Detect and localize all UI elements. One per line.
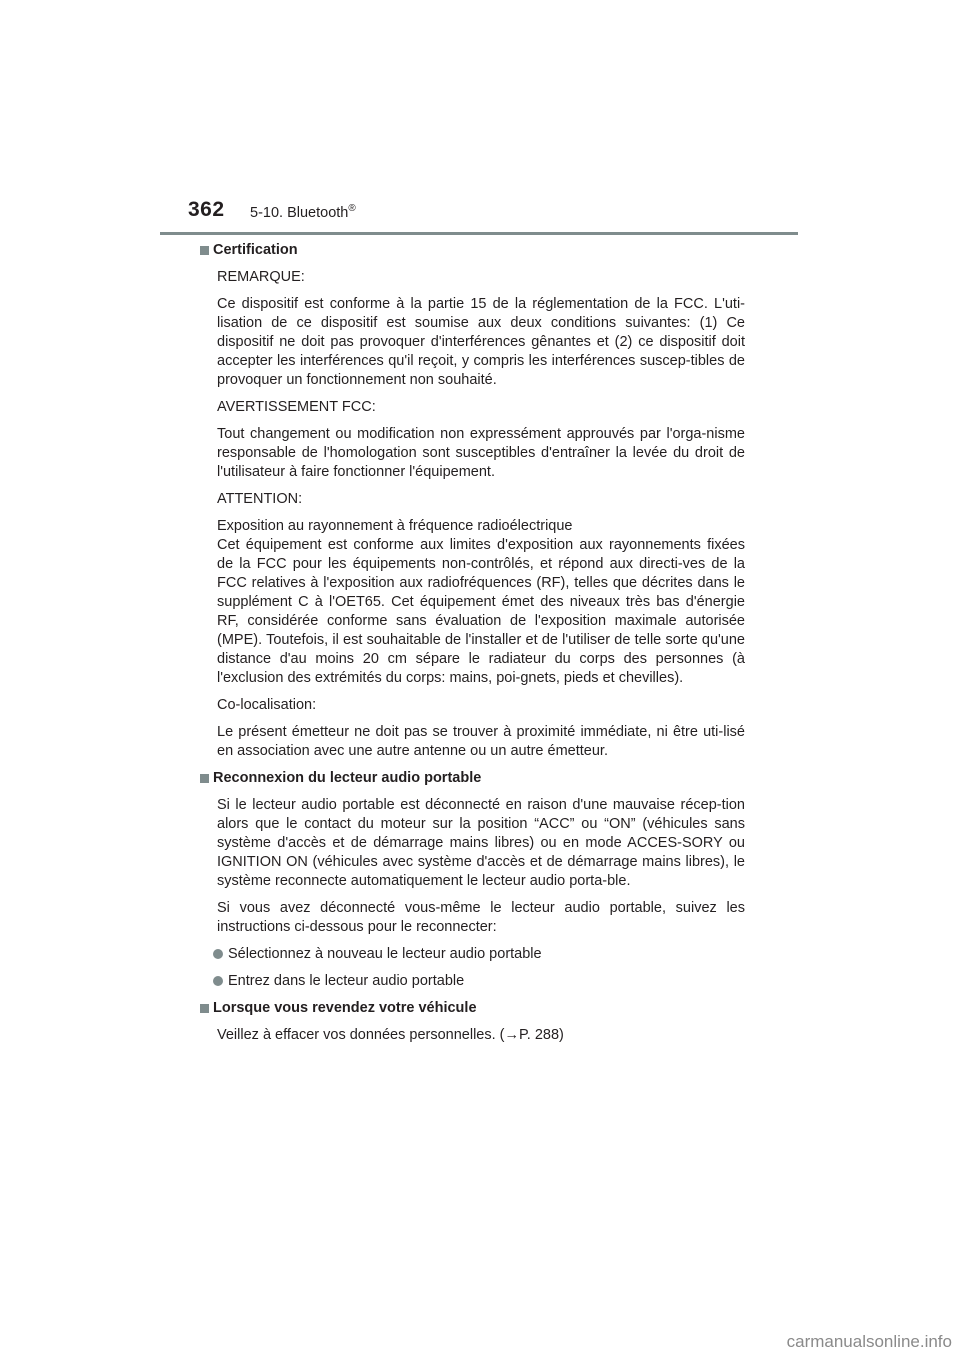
- square-bullet-icon: [200, 246, 209, 255]
- page-number: 362: [188, 198, 225, 221]
- reconnexion-text-2: Si vous avez déconnecté vous-même le lecteur audio portable, suivez les instructions ci-dessous pour le reconnecter:: [217, 900, 745, 935]
- section-heading-certification: Certification: [201, 241, 745, 260]
- exposition-text: Cet équipement est conforme aux limites d'exposition aux rayonnements fixées de la FCC pour les équipements non-contrôlés, et répond aux directi-ves de la FCC relatives à l'exposition aux radiofréquences (RF), telles que décrites dans le supplément C à l'OET65. Cet équipement émet des niveaux très bas d'énergie RF, considérée conforme sans évaluation de l'exposition maximale autorisée (MPE). Toutefois, il est souhaitable de l'installer et de l'utiliser de telle sorte qu'une distance d'au moins 20 cm sépare le radiateur du corps des personnes (à l'exclusion des extrémités du corps: mains, poi-gnets, pieds et chevilles).: [217, 537, 745, 686]
- section-heading-revente: Lorsque vous revendez votre véhicule: [201, 999, 745, 1018]
- page-content: [213, 241, 745, 1053]
- header-rule: [160, 232, 798, 235]
- page-footer: [0, 1330, 960, 1358]
- remarque-text: Ce dispositif est conforme à la partie 15 de la réglementation de la FCC. L'uti-lisation de ce dispositif est soumise aux deux conditions suivantes: (1) Ce dispositif ne doit pas provoquer d'interférences gênantes et (2) ce dispositif doit accepter les interférences qu'il reçoit, y compris les interférences suscep-tibles de provoquer un fonctionnement non souhaité.: [217, 296, 745, 388]
- circle-bullet-icon: [213, 976, 223, 986]
- watermark: carmanualsonline.info: [786, 1332, 952, 1351]
- chapter-label: 5-10. Bluetooth: [250, 205, 349, 221]
- chapter-title: [250, 203, 356, 221]
- square-bullet-icon: [200, 1004, 209, 1013]
- circle-bullet-icon: [213, 949, 223, 959]
- section-heading-reconnexion: Reconnexion du lecteur audio portable: [201, 769, 745, 788]
- avertissement-label: AVERTISSEMENT FCC:: [217, 399, 376, 415]
- exposition-title: Exposition au rayonnement à fréquence radioélectrique: [217, 518, 573, 534]
- attention-label: ATTENTION:: [217, 491, 303, 507]
- colocalisation-text: Le présent émetteur ne doit pas se trouver à proximité immédiate, ni être uti-lisé en association avec une autre antenne ou un autre émetteur.: [217, 724, 745, 759]
- registered-mark: ®: [348, 203, 356, 214]
- reconnexion-text-1: Si le lecteur audio portable est déconnecté en raison d'une mauvaise récep-tion alors que le contact du moteur sur la position “ACC” ou “ON” (véhicules sans système d'accès et de démarrage mains libres) ou en mode ACCES-SORY ou IGNITION ON (véhicules avec système d'accès et de démarrage mains libres), le système reconnecte automatiquement le lecteur audio porta-ble.: [217, 797, 745, 889]
- square-bullet-icon: [200, 774, 209, 783]
- revente-text: Veillez à effacer vos données personnelles. (→P. 288): [217, 1027, 564, 1043]
- page-header: [0, 0, 960, 240]
- avertissement-text: Tout changement ou modification non expressément approuvés par l'orga-nisme responsable de l'homologation sont susceptibles d'entraîner la levée du droit de l'utilisateur à faire fonctionner l'équipement.: [217, 426, 745, 480]
- list-item: Sélectionnez à nouveau le lecteur audio portable: [213, 945, 745, 964]
- list-item: Entrez dans le lecteur audio portable: [213, 972, 745, 991]
- colocalisation-label: Co-localisation:: [217, 697, 317, 713]
- remarque-label: REMARQUE:: [217, 269, 305, 285]
